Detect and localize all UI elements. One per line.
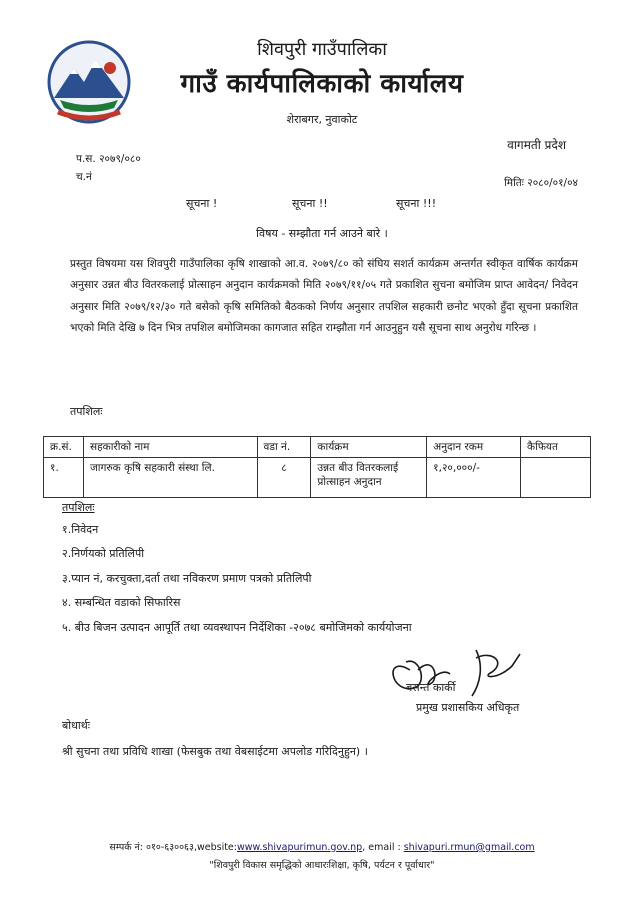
col-ward: वडा नं.: [257, 437, 311, 458]
letter-date: मितिः २०८०/०१/०४: [504, 177, 578, 189]
attachment-item: २.निर्णयको प्रतिलिपी: [62, 547, 145, 560]
col-cooperative-name: सहकारीको नाम: [83, 437, 257, 458]
signatory-title: प्रमुख प्रशासकिय अधिकृत: [416, 701, 520, 714]
website-label: website:: [196, 842, 237, 853]
municipality-name: शिवपुरी गाउँपालिका: [257, 39, 387, 60]
notice-word-2: सूचना !!: [292, 197, 328, 210]
cc-heading: बोधार्थः: [62, 719, 90, 732]
notice-body: प्रस्तुत विषयमा यस शिवपुरी गाउँपालिका कृषि शाखाको आ.व. २०७९/८० को संघिय सशर्त कार्यक्रम अन्तर्गत स्वीकृत वार्षिक कार्यक्रम अनुसार उन्नत बीउ वितरकलाई प्रोत्साहन अनुदान कार्यक्रमको मिति २०७९/११/०५ गते प्रकाशित सुचना बमोजिम प्राप्त आवेदन/ निवेदन अनुसार मिति २०७९/१२/३० गते बसेको कृषि समितिको बैठकको निर्णय अनुसार तपशिल सहकारी छनोट भएको हुँदा सूचना प्रकाशित भएको मिति देखि ७ दिन भित्र तपशिल बमोजिमका कागजात सहित राम्झौता गर्न आउनुहुन यसै सूचना साथ अनुरोध गरिन्छ ।: [70, 258, 578, 335]
province-name: वागमती प्रदेश: [507, 138, 566, 152]
attachment-item: ३.प्यान नं, करचुक्ता,दर्ता तथा नविकरण प्रमाण पत्रको प्रतिलिपी: [62, 572, 312, 585]
cell-ward: ८: [257, 458, 311, 498]
attachment-item: ४. सम्बन्धित वडाको सिफारिस: [62, 596, 181, 609]
dispatch-number: च.नं: [76, 171, 92, 183]
col-grant-amount: अनुदान रकम: [427, 437, 521, 458]
attachment-item: ५. बीउ बिजन उत्पादन आपूर्ति तथा व्यवस्थापन निर्देशिका -२०७८ बमोजिमको कार्ययोजना: [62, 621, 412, 634]
footer-slogan: "शिवपुरी विकास समृद्धिको आधारःशिक्षा, कृषि, पर्यटन र पूर्वाधार": [209, 860, 435, 871]
cell-remarks: [521, 458, 591, 498]
table-row: [44, 458, 591, 498]
attachments-heading: तपशिलः: [62, 501, 95, 514]
cell-grant-amount: १,२०,०००/-: [427, 458, 521, 498]
col-program: कार्यक्रम: [311, 437, 427, 458]
cell-serial: १.: [44, 458, 84, 498]
website-link[interactable]: www.shivapurimun.gov.np: [236, 842, 363, 853]
office-address: शेराबगर, नुवाकोट: [286, 113, 358, 126]
reference-number: प.स. २०७९/०८०: [76, 153, 141, 165]
cooperative-table: [43, 436, 591, 498]
table-header-row: [44, 437, 591, 458]
handwritten-signature: [380, 636, 540, 700]
col-serial: क्र.सं.: [44, 437, 84, 458]
letter-subject: विषय - सम्झौता गर्न आउने बारे ।: [256, 227, 388, 240]
cell-cooperative-name: जागरुक कृषि सहकारी संस्था लि.: [83, 458, 257, 498]
details-heading: तपशिलः: [70, 405, 103, 418]
cell-program: उन्नत बीउ वितरकलाई प्रोत्साहन अनुदान: [311, 458, 427, 498]
email-label: email :: [368, 842, 401, 853]
cc-recipient: श्री सुचना तथा प्रविधि शाखा (फेसबुक तथा वेबसाईटमा अपलोड गरिदिनुहुन) ।: [62, 745, 368, 758]
notice-word-3: सूचना !!!: [396, 197, 437, 210]
attachment-item: १.निवेदन: [62, 523, 99, 536]
phone-number: ०१०-६३००६३: [146, 842, 194, 853]
notice-word-1: सूचना !: [186, 197, 218, 210]
footer-contact: सम्पर्क नं: ०१०-६३००६३,website:www.shivapurimun.gov.np, email : shivapuri.rmun@gmail.com: [109, 842, 535, 853]
col-remarks: कैफियत: [521, 437, 591, 458]
signatory-name: बसन्त कार्की: [406, 681, 456, 694]
office-name: गाउँ कार्यपालिकाको कार्यालय: [180, 69, 464, 99]
email-link[interactable]: shivapuri.rmun@gmail.com: [403, 842, 535, 853]
contact-prefix: सम्पर्क नं:: [109, 842, 144, 853]
